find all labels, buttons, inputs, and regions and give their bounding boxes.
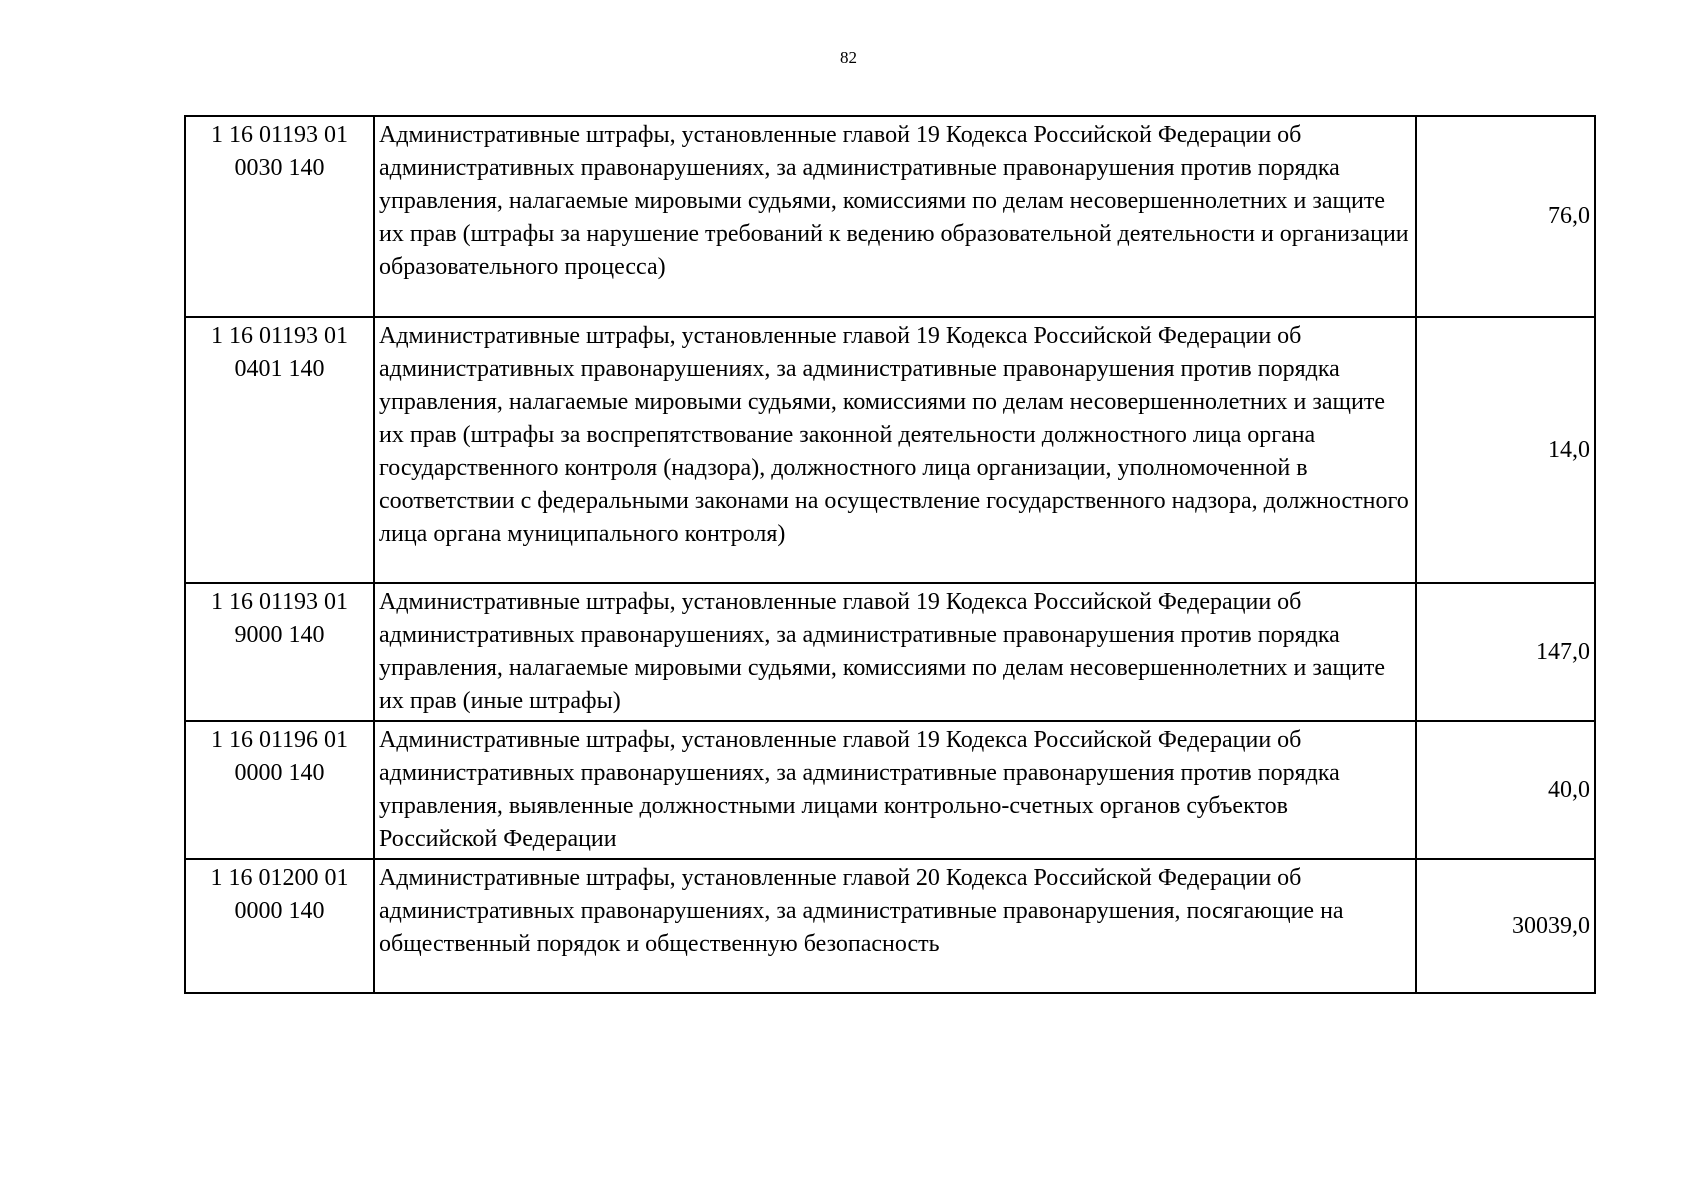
budget-code-cell xyxy=(185,317,374,583)
amount-cell: 76,0 xyxy=(1416,116,1595,317)
table-row xyxy=(185,583,1595,721)
budget-code-line: 9000 140 xyxy=(234,622,325,648)
page-number: 82 xyxy=(840,48,857,67)
budget-code-line: 1 16 01200 01 xyxy=(210,865,349,891)
amount-cell: 147,0 xyxy=(1416,583,1595,721)
description-cell: Административные штрафы, установленные главой 19 Кодекса Российской Федерации об административных правонарушениях, за административные правонарушения против порядка управления, налагаемые мировыми судьями, комиссиями по делам несовершеннолетних и защите их прав (штрафы за воспрепятствование законной деятельности должностного лица органа государственного контроля (надзора), должностного лица организации, уполномоченной в соответствии с федеральными законами на осуществление государственного надзора, должностного лица органа муниципального контроля) xyxy=(374,317,1416,583)
budget-code-line: 1 16 01196 01 xyxy=(210,727,349,753)
budget-code-line: 0000 140 xyxy=(234,898,325,924)
budget-code-line: 1 16 01193 01 xyxy=(210,589,349,615)
table-row xyxy=(185,721,1595,859)
budget-code-cell xyxy=(185,116,374,317)
description-cell: Административные штрафы, установленные главой 19 Кодекса Российской Федерации об административных правонарушениях, за административные правонарушения против порядка управления, налагаемые мировыми судьями, комиссиями по делам несовершеннолетних и защите их прав (иные штрафы) xyxy=(374,583,1416,721)
amount-cell: 30039,0 xyxy=(1416,859,1595,993)
table-row xyxy=(185,317,1595,583)
budget-code-cell xyxy=(185,721,374,859)
budget-code-cell xyxy=(185,859,374,993)
budget-code-line: 0000 140 xyxy=(234,760,325,786)
table-row xyxy=(185,116,1595,317)
budget-code-line: 0401 140 xyxy=(234,356,325,382)
description-cell: Административные штрафы, установленные главой 20 Кодекса Российской Федерации об административных правонарушениях, за административные правонарушения, посягающие на общественный порядок и общественную безопасность xyxy=(374,859,1416,993)
amount-cell: 14,0 xyxy=(1416,317,1595,583)
budget-code-line: 1 16 01193 01 xyxy=(210,323,349,349)
description-cell: Административные штрафы, установленные главой 19 Кодекса Российской Федерации об административных правонарушениях, за административные правонарушения против порядка управления, выявленные должностными лицами контрольно-счетных органов субъектов Российской Федерации xyxy=(374,721,1416,859)
budget-code-cell xyxy=(185,583,374,721)
budget-revenue-table xyxy=(184,115,1596,994)
budget-code-line: 1 16 01193 01 xyxy=(210,122,349,148)
amount-cell: 40,0 xyxy=(1416,721,1595,859)
description-cell: Административные штрафы, установленные главой 19 Кодекса Российской Федерации об административных правонарушениях, за административные правонарушения против порядка управления, налагаемые мировыми судьями, комиссиями по делам несовершеннолетних и защите их прав (штрафы за нарушение требований к ведению образовательной деятельности и организации образовательного процесса) xyxy=(374,116,1416,317)
table-row xyxy=(185,859,1595,993)
budget-code-line: 0030 140 xyxy=(234,155,325,181)
